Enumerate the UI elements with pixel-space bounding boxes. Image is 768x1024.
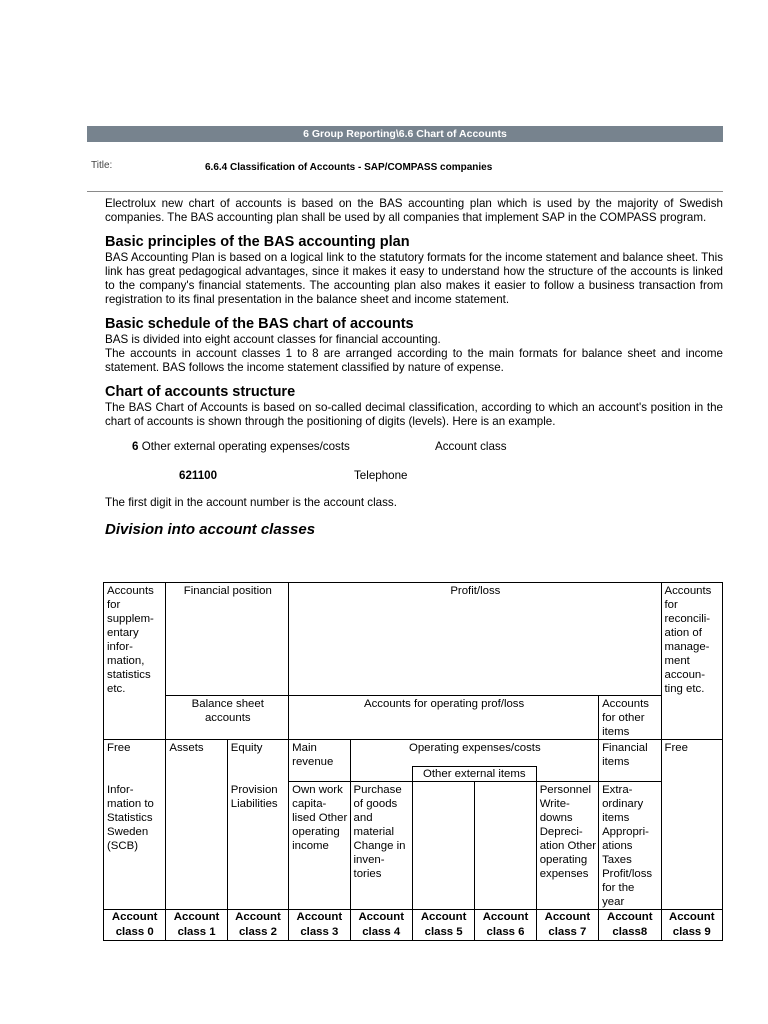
example-class-label: Account class bbox=[435, 440, 507, 453]
table-cell-opex: Operating expenses/costs bbox=[350, 740, 599, 767]
section-paragraph: BAS Accounting Plan is based on a logical link to the statutory formats for the income statement and balance sheet. This link has great pedagogical advantages, since it makes it easy to understand how the structure of the accounts is linked to the company's financial statements. The accounting plan also makes it easier to follow a business transaction from registration to its final presentation in the balance sheet and income statement. bbox=[105, 251, 723, 306]
table-cell-operating: Accounts for operating prof/loss bbox=[289, 696, 599, 740]
account-class-cell: Account class 7 bbox=[536, 910, 598, 941]
table-cell-other-external: Other external items bbox=[412, 767, 536, 782]
account-classes-table bbox=[103, 582, 723, 941]
table-cell-reconciliation: Accounts for reconcili-ation of manage-ment accoun-ting etc. bbox=[661, 583, 722, 740]
table-cell-extraordinary: Extra-ordinary items Appropri-ations Taxes Profit/loss for the year bbox=[599, 782, 661, 910]
table-cell-equity bbox=[227, 740, 288, 910]
account-example bbox=[105, 440, 723, 496]
table-cell-opex-spacer bbox=[350, 767, 412, 782]
section-heading: Basic principles of the BAS accounting plan bbox=[105, 234, 410, 250]
table-cell-financial-position: Financial position bbox=[166, 583, 289, 696]
account-class-cell: Account class 2 bbox=[227, 910, 288, 941]
example-class-digit: 6 bbox=[132, 440, 139, 453]
example-class-text: Other external operating expenses/costs bbox=[141, 440, 350, 453]
account-class-cell: Account class8 bbox=[599, 910, 661, 941]
section-header-bar: 6 Group Reporting\6.6 Chart of Accounts bbox=[87, 126, 723, 142]
divider bbox=[87, 191, 723, 192]
section-heading: Chart of accounts structure bbox=[105, 384, 296, 400]
table-cell-profit-loss: Profit/loss bbox=[289, 583, 661, 696]
table-cell-personnel: Personnel Write-downs Depreci-ation Other operating expenses bbox=[536, 782, 598, 910]
document-title: 6.6.4 Classification of Accounts - SAP/COMPASS companies bbox=[205, 162, 493, 173]
table-cell-financial-items: Financial items bbox=[599, 740, 661, 782]
section-paragraph: BAS is divided into eight account classes for financial accounting. bbox=[105, 333, 441, 346]
account-class-cell: Account class 9 bbox=[661, 910, 722, 941]
table-cell-other-items: Accounts for other items bbox=[599, 696, 661, 740]
example-account-number: 621100 bbox=[179, 469, 218, 482]
section-paragraph: The BAS Chart of Accounts is based on so-called decimal classification, according to which an account's position in the chart of accounts is shown through the positioning of digits (levels). Here is an example. bbox=[105, 401, 723, 428]
table-cell-assets: Assets bbox=[166, 740, 227, 910]
table-cell-own-work: Own work capita-lised Other operating income bbox=[289, 782, 350, 910]
title-label: Title: bbox=[91, 160, 113, 171]
free-left-label: Free bbox=[107, 742, 131, 754]
first-digit-note: The first digit in the account number is the account class. bbox=[105, 496, 397, 509]
table-cell-opex-spacer bbox=[536, 767, 598, 782]
account-class-cell: Account class 4 bbox=[350, 910, 412, 941]
table-cell-supplementary: Accounts for supplem-entary infor-mation, statistics etc. bbox=[104, 583, 166, 740]
example-class-line bbox=[132, 440, 350, 454]
equity-label: Equity bbox=[230, 742, 263, 754]
info-statistics: Infor-mation to Statistics Sweden (SCB) bbox=[107, 784, 154, 852]
section-heading: Basic schedule of the BAS chart of accounts bbox=[105, 316, 414, 332]
table-cell-purchase: Purchase of goods and material Change in inven-tories bbox=[350, 782, 412, 910]
table-cell-main-revenue: Main revenue bbox=[289, 740, 350, 782]
table-cell-balance-sheet: Balance sheet accounts bbox=[166, 696, 289, 740]
table-cell-empty bbox=[412, 782, 474, 910]
intro-paragraph: Electrolux new chart of accounts is based on the BAS accounting plan which is used by the majority of Swedish companies. The BAS accounting plan shall be used by all companies that implement SAP in the COMPASS program. bbox=[105, 197, 723, 224]
account-class-cell: Account class 1 bbox=[166, 910, 227, 941]
section-paragraph: The accounts in account classes 1 to 8 are arranged according to the main formats for balance sheet and income statement. BAS follows the income statement classified by nature of expense. bbox=[105, 347, 723, 374]
account-class-cell: Account class 0 bbox=[104, 910, 166, 941]
table-cell-empty bbox=[475, 782, 536, 910]
table-cell-free-right: Free bbox=[661, 740, 722, 910]
table-cell-free-left bbox=[104, 740, 166, 910]
division-heading: Division into account classes bbox=[105, 521, 316, 538]
document-body bbox=[105, 197, 723, 540]
example-account-name: Telephone bbox=[354, 469, 408, 482]
account-class-cell: Account class 3 bbox=[289, 910, 350, 941]
account-class-cell: Account class 6 bbox=[475, 910, 536, 941]
account-class-cell: Account class 5 bbox=[412, 910, 474, 941]
provision-liabilities: Provision Liabilities bbox=[230, 784, 278, 810]
